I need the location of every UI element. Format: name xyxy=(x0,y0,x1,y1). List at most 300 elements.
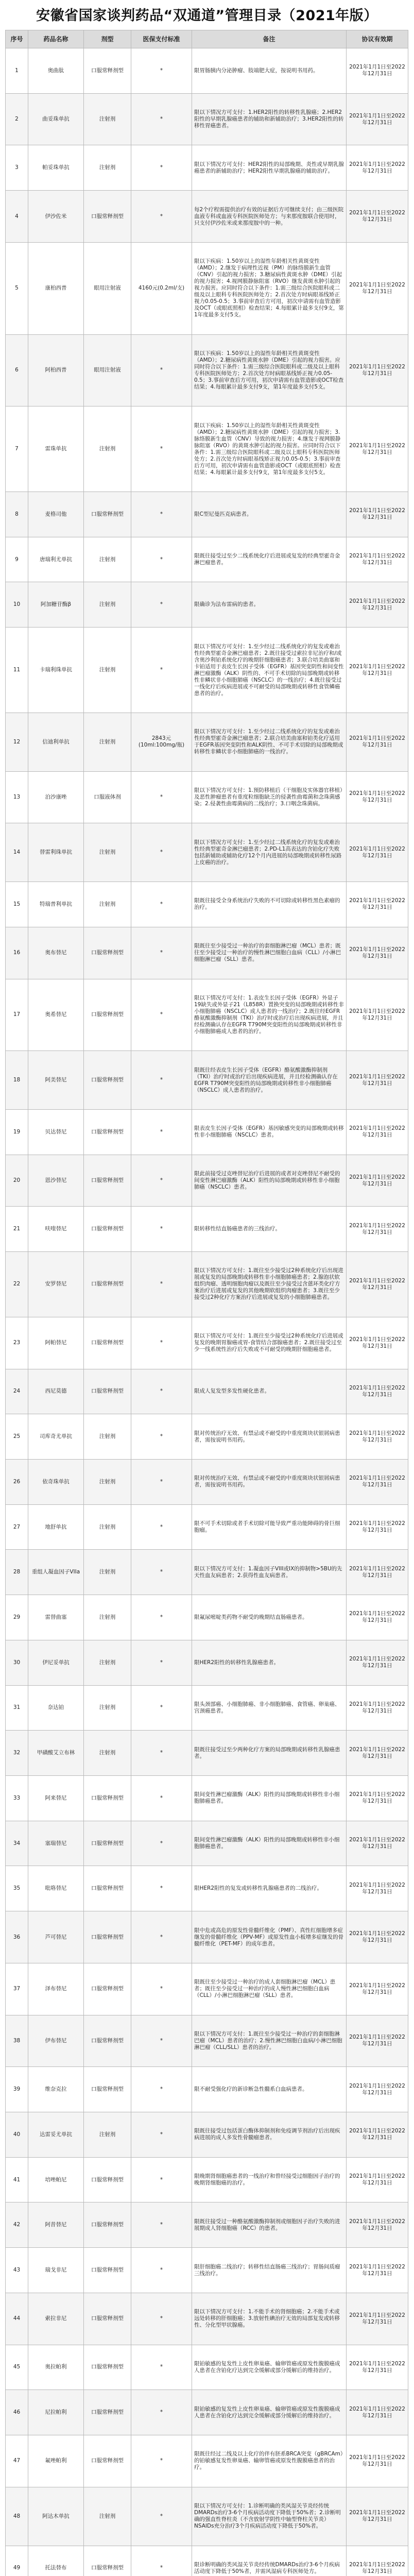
row-number-cell: 42 xyxy=(6,2202,28,2248)
row-number-cell: 11 xyxy=(6,628,28,713)
payment-standard-cell: * xyxy=(131,2248,192,2293)
row-number-cell: 33 xyxy=(6,1776,28,1821)
drug-name-cell: 卡瑞利珠单抗 xyxy=(28,628,84,713)
row-number-cell: 22 xyxy=(6,1252,28,1317)
row-number-cell: 26 xyxy=(6,1459,28,1504)
row-number-cell: 43 xyxy=(6,2248,28,2293)
table-row xyxy=(6,1963,408,2015)
validity-period-cell: 2021年1月1日至2022年12月31日 xyxy=(347,771,408,823)
payment-standard-cell: * xyxy=(131,2112,192,2158)
validity-period-cell: 2021年1月1日至2022年12月31日 xyxy=(347,2293,408,2345)
table-row xyxy=(6,1640,408,1685)
table-row xyxy=(6,2390,408,2435)
validity-period-cell: 2021年1月1日至2022年12月31日 xyxy=(347,334,408,406)
dosage-form-cell: 口服常释剂型 xyxy=(84,2157,131,2202)
validity-period-cell: 2021年1月1日至2022年12月31日 xyxy=(347,1252,408,1317)
drug-name-cell: 特瑞普利单抗 xyxy=(28,882,84,927)
payment-standard-cell: * xyxy=(131,48,192,94)
drug-name-cell: 阿美替尼 xyxy=(28,1051,84,1110)
remarks-cell: 限不耐受强化疗的新诊断急性髓系白血病患者。 xyxy=(192,2067,347,2112)
dosage-form-cell: 眼用注射液 xyxy=(84,334,131,406)
row-number-cell: 19 xyxy=(6,1109,28,1155)
row-number-cell: 28 xyxy=(6,1550,28,1595)
drug-name-cell: 康柏西普 xyxy=(28,242,84,334)
validity-period-cell: 2021年1月1日至2022年12月31日 xyxy=(347,242,408,334)
drug-name-cell: 安罗替尼 xyxy=(28,1252,84,1317)
validity-period-cell: 2021年1月1日至2022年12月31日 xyxy=(347,979,408,1051)
page-title: 安徽省国家谈判药品“双通道”管理目录（2021年版） xyxy=(36,8,378,24)
table-row xyxy=(6,1207,408,1252)
row-number-cell: 16 xyxy=(6,927,28,979)
drug-name-cell: 维奈克拉 xyxy=(28,2067,84,2112)
table-row xyxy=(6,823,408,882)
row-number-cell: 34 xyxy=(6,1821,28,1866)
dosage-form-cell: 口服常释剂型 xyxy=(84,48,131,94)
row-number-cell: 6 xyxy=(6,334,28,406)
drug-name-cell: 信迪利单抗 xyxy=(28,713,84,771)
row-number-cell: 13 xyxy=(6,771,28,823)
validity-period-cell: 2021年1月1日至2022年12月31日 xyxy=(347,713,408,771)
payment-standard-cell: * xyxy=(131,979,192,1051)
drug-catalog-table xyxy=(5,30,408,2576)
drug-name-cell: 阿达木单抗 xyxy=(28,2487,84,2546)
remarks-cell: 限转移性结直肠癌患者的三线治疗。 xyxy=(192,1207,347,1252)
remarks-cell: 限头颈部癌、小细胞肺癌、非小细胞肺癌、食管癌、卵巢癌、宫颈癌患者。 xyxy=(192,1685,347,1731)
payment-standard-cell: * xyxy=(131,1109,192,1155)
validity-period-cell: 2021年1月1日至2022年12月31日 xyxy=(347,1963,408,2015)
row-number-cell: 1 xyxy=(6,48,28,94)
validity-period-cell: 2021年1月1日至2022年12月31日 xyxy=(347,1640,408,1685)
dosage-form-cell: 口服常释剂型 xyxy=(84,1155,131,1207)
payment-standard-cell: * xyxy=(131,191,192,243)
remarks-cell: 限既往经过二线及以上化疗的伴有胚系BRCA突变（gBRCAm）的铂敏感复发性卵巢癌、输卵管癌或原发性腹膜癌患者的治疗。 xyxy=(192,2435,347,2487)
remarks-cell: 限既往接受过至少两种化疗方案的局部晚期或转移性乳腺癌患者。 xyxy=(192,1731,347,1776)
drug-name-cell: 奥希替尼 xyxy=(28,979,84,1051)
row-number-cell: 36 xyxy=(6,1911,28,1963)
payment-standard-cell: * xyxy=(131,1207,192,1252)
table-row xyxy=(6,1866,408,1911)
payment-standard-cell: * xyxy=(131,2345,192,2390)
dosage-form-cell: 注射剂 xyxy=(84,406,131,492)
drug-name-cell: 泊沙康唑 xyxy=(28,771,84,823)
remarks-cell: 限表皮生长因子受体（EGFR）基因敏感突变的局部晚期或转移性非小细胞肺癌（NSCLC）患者。 xyxy=(192,1109,347,1155)
dosage-form-cell: 注射剂 xyxy=(84,1550,131,1595)
dosage-form-cell: 口服常释剂型 xyxy=(84,1051,131,1110)
payment-standard-cell: * xyxy=(131,1821,192,1866)
row-number-cell: 5 xyxy=(6,242,28,334)
dosage-form-cell: 口服常释剂型 xyxy=(84,2345,131,2390)
dosage-form-cell: 注射剂 xyxy=(84,823,131,882)
payment-standard-cell: * xyxy=(131,2293,192,2345)
table-row xyxy=(6,927,408,979)
payment-standard-cell: * xyxy=(131,1252,192,1317)
remarks-cell: 限以下情况方可支付：1.不能手术的肾细胞癌；2.不能手术或远处转移的肝细胞癌；3.放射性碘治疗无效的局部复发或转移性、分化型甲状腺癌。 xyxy=(192,2293,347,2345)
drug-name-cell: 瑞戈非尼 xyxy=(28,2248,84,2293)
table-row xyxy=(6,492,408,537)
payment-standard-cell: * xyxy=(131,1595,192,1640)
remarks-cell: 限间变性淋巴瘤激酶（ALK）阳性的局部晚期或转移性非小细胞肺癌患者。 xyxy=(192,1776,347,1821)
validity-period-cell: 2021年1月1日至2022年12月31日 xyxy=(347,1821,408,1866)
drug-name-cell: 塞瑞替尼 xyxy=(28,1821,84,1866)
table-row xyxy=(6,2015,408,2067)
payment-standard-cell: * xyxy=(131,1414,192,1460)
dosage-form-cell: 口服常释剂型 xyxy=(84,2390,131,2435)
dosage-form-cell: 注射剂 xyxy=(84,1731,131,1776)
row-number-cell: 21 xyxy=(6,1207,28,1252)
validity-period-cell: 2021年1月1日至2022年12月31日 xyxy=(347,1731,408,1776)
table-row xyxy=(6,1317,408,1369)
table-row xyxy=(6,582,408,628)
validity-period-cell: 2021年1月1日至2022年12月31日 xyxy=(347,582,408,628)
table-header-row xyxy=(6,30,408,48)
row-number-cell: 39 xyxy=(6,2067,28,2112)
payment-standard-cell: * xyxy=(131,93,192,145)
validity-period-cell: 2021年1月1日至2022年12月31日 xyxy=(347,1317,408,1369)
remarks-cell: 限以下情况方可支付：1.至少经过二线系统化疗的复发或难治性经典型霍奇金淋巴瘤患者；2.联合培美曲塞和铂类化疗适用于EGFR基因突变阴性和ALK阴性、不可手术切除的局部晚期或转移性非鳞状非小细胞肺癌的一线治疗。 xyxy=(192,713,347,771)
remarks-cell: 限以下情况方可支付：1.预防移植后（干细胞及实体器官移植）及恶性肿瘤患者有重度粒细胞缺乏的侵袭性曲霉菌和念珠菌感染；2.侵袭性曲霉菌病的二线治疗；3.口咽念珠菌病。 xyxy=(192,771,347,823)
validity-period-cell: 2021年1月1日至2022年12月31日 xyxy=(347,2345,408,2390)
payment-standard-cell: * xyxy=(131,1550,192,1595)
dosage-form-cell: 注射剂 xyxy=(84,2487,131,2546)
table-row xyxy=(6,242,408,334)
row-number-cell: 14 xyxy=(6,823,28,882)
validity-period-cell: 2021年1月1日至2022年12月31日 xyxy=(347,145,408,191)
row-number-cell: 9 xyxy=(6,537,28,582)
validity-period-cell: 2021年1月1日至2022年12月31日 xyxy=(347,2157,408,2202)
row-number-cell: 7 xyxy=(6,406,28,492)
table-row xyxy=(6,1504,408,1550)
validity-period-cell: 2021年1月1日至2022年12月31日 xyxy=(347,1550,408,1595)
validity-period-cell: 2021年1月1日至2022年12月31日 xyxy=(347,492,408,537)
validity-period-cell: 2021年1月1日至2022年12月31日 xyxy=(347,191,408,243)
table-row xyxy=(6,1369,408,1414)
dosage-form-cell: 口服常释剂型 xyxy=(84,1252,131,1317)
drug-name-cell: 托法替布 xyxy=(28,2546,84,2576)
row-number-cell: 41 xyxy=(6,2157,28,2202)
dosage-form-cell: 口服常释剂型 xyxy=(84,927,131,979)
dosage-form-cell: 注射剂 xyxy=(84,2112,131,2158)
header-payment-standard: 医保支付标准 xyxy=(131,30,192,48)
validity-period-cell: 2021年1月1日至2022年12月31日 xyxy=(347,2390,408,2435)
validity-period-cell: 2021年1月1日至2022年12月31日 xyxy=(347,2487,408,2546)
remarks-cell: 限晚期肾细胞癌患者的一线治疗和曾经接受过细胞因子治疗的晚期肾细胞癌的治疗。 xyxy=(192,2157,347,2202)
validity-period-cell: 2021年1月1日至2022年12月31日 xyxy=(347,2067,408,2112)
remarks-cell: 限以下疾病：1.50岁以上的湿性年龄相关性黄斑变性（AMD）；2.糖尿病性黄斑水肿（DME）引起的视力损害。应同时符合以下条件：1.需三级综合医院眼科或二级及以上眼科专科医院医师处方；2.首次处方时病眼基线矫正视力0.05-0.5；3.事前审查后方可用，初次申请需有血管造影或OCT检查结果；4.每眼累计最多支付9支，第1年度最多支付5支。 xyxy=(192,334,347,406)
remarks-cell: 限诊断明确的类风湿关节炎经传统DMARDs治疗3-6个月疾病活动度下降低于50%者，并需风湿病专科医师处方。 xyxy=(192,2546,347,2576)
dosage-form-cell: 注射剂 xyxy=(84,1595,131,1640)
remarks-cell: 限以下情况方可支付：1.既往至少接受过2种系统化疗后进展或复发的晚期胃腺癌或胃-食管结合部腺癌患者；2.既往接受过至少一线系统性治疗后失败或不可耐受的晚期肝细胞癌患者。 xyxy=(192,1317,347,1369)
table-row xyxy=(6,2345,408,2390)
table-row xyxy=(6,2546,408,2576)
remarks-cell: 限既往接受全身系统治疗失败的不可切除或转移性黑色素瘤的治疗。 xyxy=(192,882,347,927)
remarks-cell: 限中危或高危的原发性骨髓纤维化（PMF）、真性红细胞增多症继发的骨髓纤维化（PPV-MF）或原发性血小板增多症继发的骨髓纤维化（PET-MF）的成年患者。 xyxy=(192,1911,347,1963)
payment-standard-cell: * xyxy=(131,2487,192,2546)
payment-standard-cell: * xyxy=(131,1317,192,1369)
row-number-cell: 4 xyxy=(6,191,28,243)
row-number-cell: 23 xyxy=(6,1317,28,1369)
drug-name-cell: 唐瑞利尤单抗 xyxy=(28,537,84,582)
remarks-cell: 限既往至少接受过一种治疗的套细胞淋巴瘤（MCL）患者；既往至少接受过一种治疗的慢性淋巴细胞白血病（CLL）/小淋巴细胞淋巴瘤（SLL）患者。 xyxy=(192,927,347,979)
remarks-cell: 限以下情况方可支付：HER2阳性的局部晚期、炎性或早期乳腺癌患者的新辅助治疗；HER2阳性早期乳腺癌的辅助治疗。 xyxy=(192,145,347,191)
drug-name-cell: 氟唑帕利 xyxy=(28,2435,84,2487)
payment-standard-cell: * xyxy=(131,823,192,882)
row-number-cell: 38 xyxy=(6,2015,28,2067)
dosage-form-cell: 注射剂 xyxy=(84,1504,131,1550)
remarks-cell: 限以下情况方可支付：1.凝血因子VIII或IX的抑制物>5BU的先天性血友病患者；2.获得性血友病患者。 xyxy=(192,1550,347,1595)
table-row xyxy=(6,771,408,823)
row-number-cell: 15 xyxy=(6,882,28,927)
remarks-cell: 限不可手术切除或者手术切除可能导致严重功能障碍的骨巨细胞瘤。 xyxy=(192,1504,347,1550)
drug-name-cell: 阿昔替尼 xyxy=(28,2202,84,2248)
drug-name-cell: 雷替曲塞 xyxy=(28,1595,84,1640)
remarks-cell: 限既往经表皮生长因子受体（EGFR）酪氨酸激酶抑制剂（TKI）治疗时或治疗后出现疾病进展，并且经检测确认存在EGFR T790M突变阳性的局部晚期或转移性非小细胞肺癌（NSCLC）成人患者的治疗。 xyxy=(192,1051,347,1110)
table-row xyxy=(6,2293,408,2345)
remarks-cell: 限以下情况方可支付：1.表皮生长因子受体（EGFR）外显子19缺失或外显子21（L858R）置换突变的局部晚期或转移性非小细胞肺癌（NSCLC）成人患者的一线治疗；2.既往经EGFR酪氨酸激酶抑制剂（TKI）治疗时或治疗后出现疾病进展，并且经检测确认存在EGFR T790M突变阳性的局部晚期或转移性非小细胞肺癌成人患者的治疗。 xyxy=(192,979,347,1051)
row-number-cell: 47 xyxy=(6,2435,28,2487)
payment-standard-cell: * xyxy=(131,1963,192,2015)
remarks-cell: 限以下疾病：1.50岁以上的湿性年龄相关性黄斑变性（AMD）；2.糖尿病性黄斑水肿（DME）引起的视力损害；3.脉络膜新生血管（CNV）导致的视力损害；4.继发于视网膜静脉阻塞（RVO）的黄斑水肿引起的视力损害。应同时符合以下条件：1.需三级综合医院眼科或二级及以上眼科专科医院医师处方；2.首次处方时病眼基线矫正视力0.05-0.5；3.事前审查后方可用，初次申请需有血管造影或OCT（或眼底照相）检查结果；4.每眼累计最多支付9支，第1年度最多支付5支。 xyxy=(192,406,347,492)
remarks-cell: 限HER2阳性的复发或转移性乳腺癌患者的二线治疗。 xyxy=(192,1866,347,1911)
drug-name-cell: 培唑帕尼 xyxy=(28,2157,84,2202)
drug-name-cell: 索拉非尼 xyxy=(28,2293,84,2345)
remarks-cell: 限间变性淋巴瘤激酶（ALK）阳性的局部晚期或转移性非小细胞肺癌患者。 xyxy=(192,1821,347,1866)
validity-period-cell: 2021年1月1日至2022年12月31日 xyxy=(347,1866,408,1911)
table-row xyxy=(6,882,408,927)
drug-name-cell: 伊尼妥单抗 xyxy=(28,1640,84,1685)
row-number-cell: 32 xyxy=(6,1731,28,1776)
payment-standard-cell: * xyxy=(131,2157,192,2202)
table-row xyxy=(6,1685,408,1731)
drug-name-cell: 雷珠单抗 xyxy=(28,406,84,492)
validity-period-cell: 2021年1月1日至2022年12月31日 xyxy=(347,406,408,492)
payment-standard-cell: * xyxy=(131,406,192,492)
table-row xyxy=(6,334,408,406)
payment-standard-cell: * xyxy=(131,1459,192,1504)
remarks-cell: 限铂敏感的复发性上皮性卵巢癌、输卵管癌或原发性腹膜癌成人患者在含铂化疗达到完全缓解或部分缓解后的维持治疗。 xyxy=(192,2390,347,2435)
remarks-cell: 限确诊为法布雷病的患者。 xyxy=(192,582,347,628)
validity-period-cell: 2021年1月1日至2022年12月31日 xyxy=(347,2202,408,2248)
row-number-cell: 46 xyxy=(6,2390,28,2435)
payment-standard-cell: * xyxy=(131,2390,192,2435)
table-row xyxy=(6,1155,408,1207)
row-number-cell: 45 xyxy=(6,2345,28,2390)
header-drug-name: 药品名称 xyxy=(28,30,84,48)
dosage-form-cell: 口服常释剂型 xyxy=(84,979,131,1051)
dosage-form-cell: 口服常释剂型 xyxy=(84,2067,131,2112)
row-number-cell: 40 xyxy=(6,2112,28,2158)
remarks-cell: 限成人复发型多发性硬化患者。 xyxy=(192,1369,347,1414)
dosage-form-cell: 注射剂 xyxy=(84,582,131,628)
row-number-cell: 48 xyxy=(6,2487,28,2546)
validity-period-cell: 2021年1月1日至2022年12月31日 xyxy=(347,927,408,979)
table-row xyxy=(6,145,408,191)
remarks-cell: 限以下情况方可支付：1.至少经过二线系统化疗的复发或难治性经典型霍奇金淋巴瘤患者；2.既往接受过索拉非尼治疗和/或含奥沙利铂系统化疗的晚期肝细胞癌患者；3.联合培美曲塞和卡铂适用于表皮生长因子受体（EGFR）基因突变阴性和间变性淋巴瘤激酶（ALK）阴性的、不可手术切除的局部晚期或转移性非鳞状非小细胞肺癌（NSCLC）的一线治疗；4.既往接受过一线化疗后疾病进展或不可耐受的局部晚期或转移性食管鳞癌患者的治疗。 xyxy=(192,628,347,713)
drug-name-cell: 泽布替尼 xyxy=(28,1963,84,2015)
payment-standard-cell: * xyxy=(131,882,192,927)
table-row xyxy=(6,1414,408,1460)
validity-period-cell: 2021年1月1日至2022年12月31日 xyxy=(347,2112,408,2158)
validity-period-cell: 2021年1月1日至2022年12月31日 xyxy=(347,1051,408,1110)
validity-period-cell: 2021年1月1日至2022年12月31日 xyxy=(347,1911,408,1963)
dosage-form-cell: 注射剂 xyxy=(84,145,131,191)
table-row xyxy=(6,2112,408,2158)
drug-name-cell: 重组人凝血因子VIIa xyxy=(28,1550,84,1595)
remarks-cell: 限HER2阳性的转移性乳腺癌患者。 xyxy=(192,1640,347,1685)
table-row xyxy=(6,1459,408,1504)
dosage-form-cell: 注射剂 xyxy=(84,93,131,145)
header-dosage-form: 剂型 xyxy=(84,30,131,48)
row-number-cell: 10 xyxy=(6,582,28,628)
validity-period-cell: 2021年1月1日至2022年12月31日 xyxy=(347,2546,408,2576)
drug-name-cell: 芦可替尼 xyxy=(28,1911,84,1963)
payment-standard-cell: * xyxy=(131,145,192,191)
drug-name-cell: 替雷利珠单抗 xyxy=(28,823,84,882)
payment-standard-cell: * xyxy=(131,2546,192,2576)
drug-name-cell: 伊布替尼 xyxy=(28,2015,84,2067)
validity-period-cell: 2021年1月1日至2022年12月31日 xyxy=(347,628,408,713)
payment-standard-cell: * xyxy=(131,1911,192,1963)
table-row xyxy=(6,1731,408,1776)
remarks-cell: 限C型尼曼匹克病患者。 xyxy=(192,492,347,537)
validity-period-cell: 2021年1月1日至2022年12月31日 xyxy=(347,1155,408,1207)
validity-period-cell: 2021年1月1日至2022年12月31日 xyxy=(347,2435,408,2487)
dosage-form-cell: 口服常释剂型 xyxy=(84,2202,131,2248)
table-row xyxy=(6,2435,408,2487)
table-row xyxy=(6,1109,408,1155)
drug-name-cell: 帕妥珠单抗 xyxy=(28,145,84,191)
row-number-cell: 3 xyxy=(6,145,28,191)
payment-standard-cell: * xyxy=(131,1731,192,1776)
payment-standard-cell: * xyxy=(131,1640,192,1685)
drug-name-cell: 贝达替尼 xyxy=(28,1109,84,1155)
dosage-form-cell: 注射剂 xyxy=(84,1640,131,1685)
drug-name-cell: 依奇珠单抗 xyxy=(28,1459,84,1504)
dosage-form-cell: 口服常释剂型 xyxy=(84,2015,131,2067)
dosage-form-cell: 注射剂 xyxy=(84,628,131,713)
drug-name-cell: 呋喹替尼 xyxy=(28,1207,84,1252)
dosage-form-cell: 口服常释剂型 xyxy=(84,1317,131,1369)
payment-standard-cell: * xyxy=(131,771,192,823)
payment-standard-cell: * xyxy=(131,927,192,979)
table-row xyxy=(6,2202,408,2248)
table-row xyxy=(6,2248,408,2293)
payment-standard-cell: * xyxy=(131,2435,192,2487)
payment-standard-cell: * xyxy=(131,1776,192,1821)
dosage-form-cell: 口服常释剂型 xyxy=(84,1821,131,1866)
drug-name-cell: 甲磺酸艾立布林 xyxy=(28,1731,84,1776)
drug-name-cell: 吡咯替尼 xyxy=(28,1866,84,1911)
payment-standard-cell: * xyxy=(131,1504,192,1550)
remarks-cell: 限以下情况方可支付：1.诊断明确的类风湿关节炎经传统DMARDs治疗3-6个月疾病活动度下降低于50%者；2.诊断明确的强直性脊柱炎（不含放射学阴性中轴型脊柱关节炎）NSAIDs充分治疗3个月疾病活动度下降低于50%者。 xyxy=(192,2487,347,2546)
remarks-cell: 限对传统治疗无效、有禁忌或不耐受的中重度斑块状银屑病患者，需按说明书用药。 xyxy=(192,1459,347,1504)
validity-period-cell: 2021年1月1日至2022年12月31日 xyxy=(347,1504,408,1550)
dosage-form-cell: 口服常释剂型 xyxy=(84,1866,131,1911)
validity-period-cell: 2021年1月1日至2022年12月31日 xyxy=(347,1207,408,1252)
drug-name-cell: 尼拉帕利 xyxy=(28,2390,84,2435)
dosage-form-cell: 口服常释剂型 xyxy=(84,1109,131,1155)
drug-name-cell: 阿帕替尼 xyxy=(28,1317,84,1369)
header-validity: 协议有效期 xyxy=(347,30,408,48)
payment-standard-cell: 4160元(0.2ml/支) xyxy=(131,242,192,334)
dosage-form-cell: 口服常释剂型 xyxy=(84,2546,131,2576)
drug-name-cell: 奥曲肽 xyxy=(28,48,84,94)
table-row xyxy=(6,979,408,1051)
remarks-cell: 限肝细胞癌二线治疗；转移性结直肠癌三线治疗；胃肠间质瘤三线治疗。 xyxy=(192,2248,347,2293)
drug-name-cell: 司库奇尤单抗 xyxy=(28,1414,84,1460)
table-row xyxy=(6,1911,408,1963)
drug-name-cell: 阿柏西普 xyxy=(28,334,84,406)
row-number-cell: 35 xyxy=(6,1866,28,1911)
row-number-cell: 31 xyxy=(6,1685,28,1731)
dosage-form-cell: 注射剂 xyxy=(84,882,131,927)
validity-period-cell: 2021年1月1日至2022年12月31日 xyxy=(347,1369,408,1414)
validity-period-cell: 2021年1月1日至2022年12月31日 xyxy=(347,1685,408,1731)
table-row xyxy=(6,1776,408,1821)
payment-standard-cell: * xyxy=(131,2067,192,2112)
payment-standard-cell: * xyxy=(131,537,192,582)
dosage-form-cell: 口服常释剂型 xyxy=(84,1776,131,1821)
header-remarks: 备注 xyxy=(192,30,347,48)
validity-period-cell: 2021年1月1日至2022年12月31日 xyxy=(347,882,408,927)
row-number-cell: 12 xyxy=(6,713,28,771)
remarks-cell: 限对传统治疗无效、有禁忌或不耐受的中重度斑块状银屑病患者，需按说明书用药。 xyxy=(192,1414,347,1460)
row-number-cell: 30 xyxy=(6,1640,28,1685)
payment-standard-cell: * xyxy=(131,492,192,537)
row-number-cell: 18 xyxy=(6,1051,28,1110)
remarks-cell: 限以下情况方可支付：1.HER2阳性的转移性乳腺癌；2.HER2阳性的早期乳腺癌患者的辅助和新辅助治疗；3.HER2阳性的转移性胃癌患者。 xyxy=(192,93,347,145)
validity-period-cell: 2021年1月1日至2022年12月31日 xyxy=(347,1414,408,1460)
table-row xyxy=(6,2067,408,2112)
remarks-cell: 限既往接受过一种酪氨酸激酶抑制剂或细胞因子治疗失败的进展期成人肾细胞癌（RCC）的患者。 xyxy=(192,2202,347,2248)
row-number-cell: 44 xyxy=(6,2293,28,2345)
remarks-cell: 限既往至少接受过一种治疗的成人套细胞淋巴瘤（MCL）患者；既往至少接受过一种治疗的成人慢性淋巴细胞白血病（CLL）/小淋巴细胞淋巴瘤（SLL）患者。 xyxy=(192,1963,347,2015)
row-number-cell: 20 xyxy=(6,1155,28,1207)
remarks-cell: 限铂敏感的复发性上皮性卵巢癌、输卵管癌或原发性腹膜癌成人患者在含铂化疗达到完全缓解或部分缓解后的维持治疗。 xyxy=(192,2345,347,2390)
drug-name-cell: 恩沙替尼 xyxy=(28,1155,84,1207)
drug-name-cell: 西尼莫德 xyxy=(28,1369,84,1414)
validity-period-cell: 2021年1月1日至2022年12月31日 xyxy=(347,2248,408,2293)
remarks-cell: 限既往接受过包括蛋白酶体抑制剂和免疫调节剂治疗后出现疾病进展的成人多发性骨髓瘤患者。 xyxy=(192,2112,347,2158)
validity-period-cell: 2021年1月1日至2022年12月31日 xyxy=(347,823,408,882)
remarks-cell: 限氟尿嘧啶类药物不耐受的晚期结直肠癌患者。 xyxy=(192,1595,347,1640)
dosage-form-cell: 口服常释剂型 xyxy=(84,2248,131,2293)
drug-name-cell: 地舒单抗 xyxy=(28,1504,84,1550)
dosage-form-cell: 口服液体剂 xyxy=(84,771,131,823)
validity-period-cell: 2021年1月1日至2022年12月31日 xyxy=(347,1459,408,1504)
table-row xyxy=(6,406,408,492)
drug-name-cell: 奥布替尼 xyxy=(28,927,84,979)
remarks-cell: 限以下情况方可支付：1.既往至少接受过2种系统化疗后出现进展或复发的局部晚期或转移性非小细胞肺癌患者；2.腺泡状软组织肉瘤、透明细胞肉瘤以及既往至少接受过含蒽环类化疗方案治疗后进展或复发的其他晚期软组织肉瘤患者；3.既往至少接受过2种化疗方案治疗后进展或复发的小细胞肺癌患者。 xyxy=(192,1252,347,1317)
dosage-form-cell: 注射剂 xyxy=(84,1459,131,1504)
dosage-form-cell: 口服常释剂型 xyxy=(84,492,131,537)
drug-name-cell: 伊沙佐米 xyxy=(28,191,84,243)
remarks-cell: 限以下情况方可支付：1.既往至少接受过一种治疗的套细胞淋巴瘤（MCL）患者的治疗；2.慢性淋巴细胞白血病/小淋巴细胞淋巴瘤（CLL/SLL）患者的治疗。 xyxy=(192,2015,347,2067)
dosage-form-cell: 口服常释剂型 xyxy=(84,191,131,243)
drug-name-cell: 奥拉帕利 xyxy=(28,2345,84,2390)
remarks-cell: 限此前接受过克唑替尼治疗后进展的或者对克唑替尼不耐受的间变性淋巴瘤激酶（ALK）阳性的局部晚期或转移性非小细胞肺癌（NSCLC）患者。 xyxy=(192,1155,347,1207)
dosage-form-cell: 注射剂 xyxy=(84,1685,131,1731)
dosage-form-cell: 注射剂 xyxy=(84,713,131,771)
payment-standard-cell: * xyxy=(131,1866,192,1911)
table-row xyxy=(6,93,408,145)
drug-name-cell: 曲妥珠单抗 xyxy=(28,93,84,145)
row-number-cell: 27 xyxy=(6,1504,28,1550)
validity-period-cell: 2021年1月1日至2022年12月31日 xyxy=(347,48,408,94)
validity-period-cell: 2021年1月1日至2022年12月31日 xyxy=(347,1595,408,1640)
dosage-form-cell: 口服常释剂型 xyxy=(84,1963,131,2015)
payment-standard-cell: * xyxy=(131,1685,192,1731)
payment-standard-cell: * xyxy=(131,334,192,406)
